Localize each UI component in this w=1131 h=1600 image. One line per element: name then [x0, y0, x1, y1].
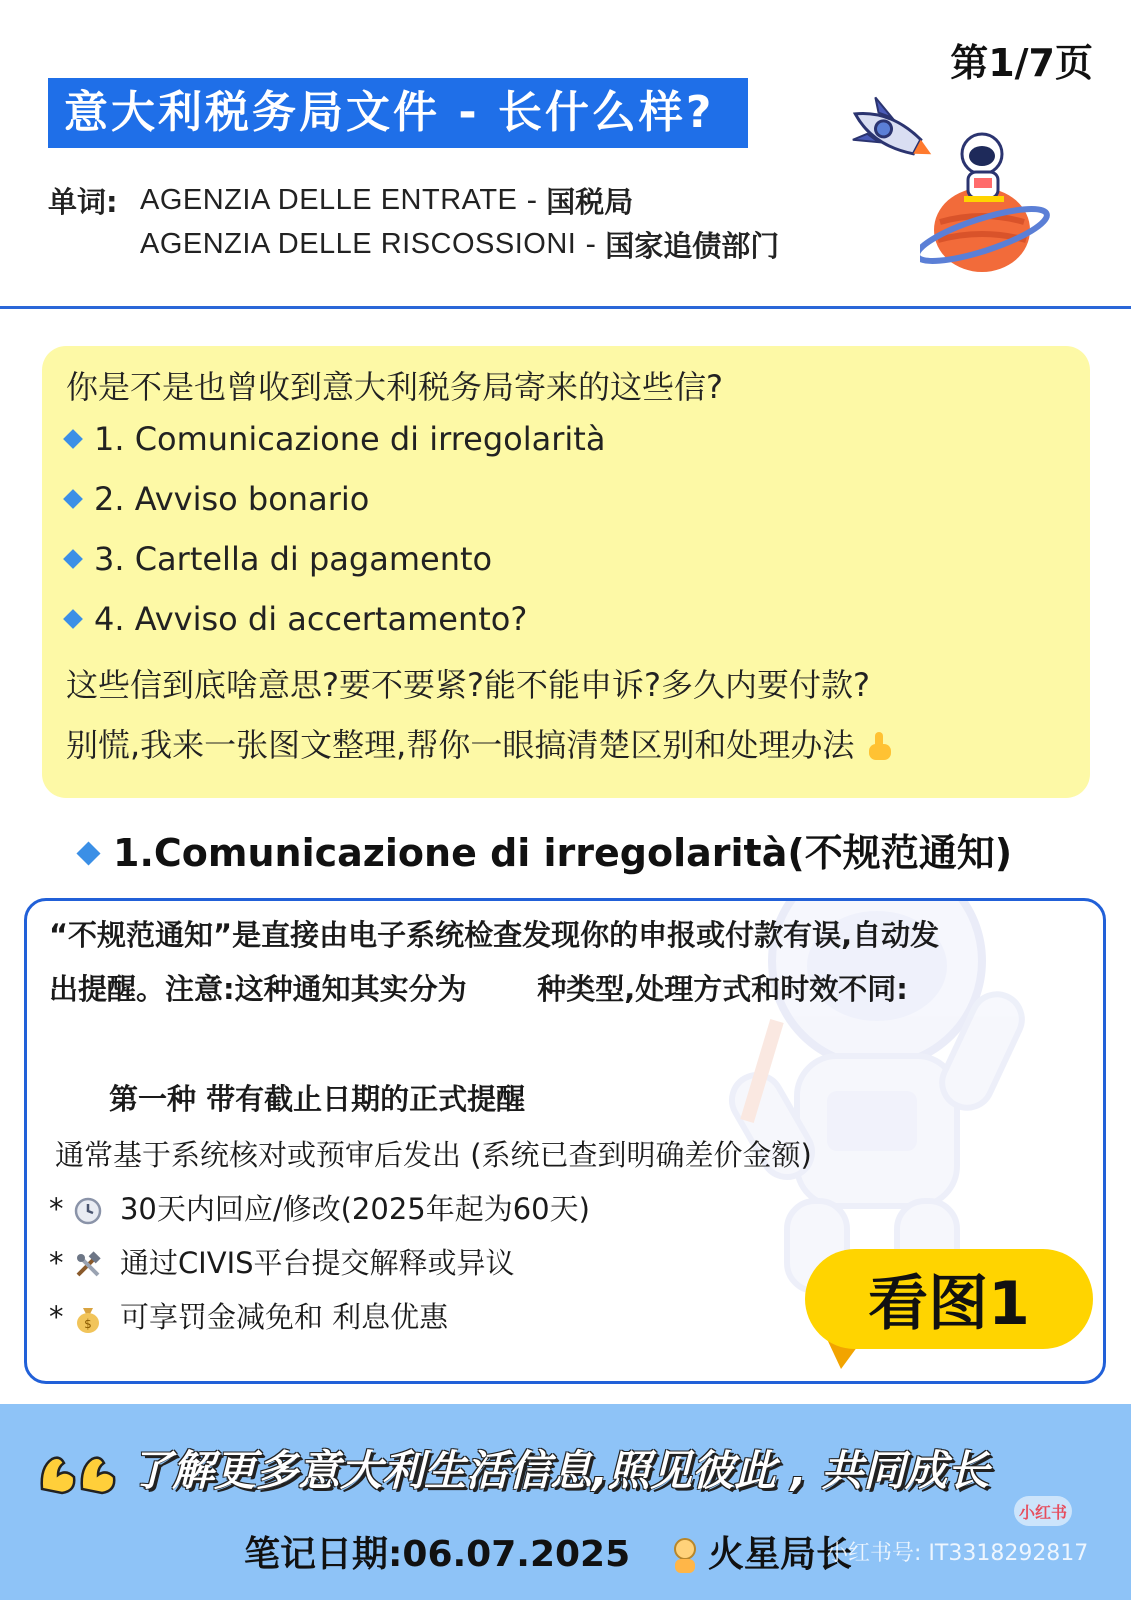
- header-divider: [0, 306, 1131, 309]
- diamond-bullet-icon: [76, 841, 100, 865]
- letter-item: 3. Cartella di pagamento: [66, 540, 492, 578]
- clock-icon: [73, 1196, 103, 1226]
- note-date: 笔记日期:06.07.2025: [244, 1534, 631, 1575]
- letter-item: 1. Comunicazione di irregolarità: [66, 420, 605, 458]
- section-heading: 1.Comunicazione di irregolarità(不规范通知): [80, 822, 1012, 877]
- letter-item: 2. Avviso bonario: [66, 480, 369, 518]
- page-number: 第1/7页: [950, 41, 1093, 85]
- vocab-italian: AGENZIA DELLE RISCOSSIONI: [140, 227, 577, 260]
- intro-follow-up: 这些信到底啥意思?要不要紧?能不能申诉?多久内要付款?: [66, 666, 870, 704]
- notice-box: [24, 898, 1106, 1384]
- vocab-row-riscossioni: [48, 222, 779, 266]
- bullet-item-deadline: * 30天内回应/修改(2025年起为60天): [49, 1192, 590, 1226]
- pointing-down-icon: [865, 730, 895, 764]
- intro-question: 你是不是也曾收到意大利税务局寄来的这些信?: [66, 368, 723, 406]
- flexed-biceps-icon: [36, 1449, 120, 1499]
- brand-badge: 小红书: [1014, 1496, 1072, 1526]
- vocab-row-entrate: [48, 178, 779, 222]
- vocab-italian: AGENZIA DELLE ENTRATE: [140, 183, 518, 216]
- letter-item: 4. Avviso di accertamento?: [66, 600, 527, 638]
- bullet-item-civis: * 通过CIVIS平台提交解释或异议: [49, 1246, 515, 1280]
- vocab-separator: -: [517, 183, 547, 217]
- account-watermark: 小红书号: IT3318292817: [826, 1541, 1089, 1566]
- vocabulary-block: [48, 178, 779, 266]
- intro-box: [42, 346, 1090, 798]
- footer: [0, 1404, 1131, 1600]
- diamond-bullet-icon: [63, 429, 83, 449]
- type-one-description: 通常基于系统核对或预审后发出 (系统已查到明确差价金额): [55, 1138, 812, 1172]
- diamond-bullet-icon: [63, 609, 83, 629]
- type-one-title: 第一种 带有截止日期的正式提醒: [109, 1082, 526, 1116]
- diamond-bullet-icon: [63, 489, 83, 509]
- tools-icon: [73, 1250, 103, 1280]
- bullet-item-discount: * $ 可享罚金减免和 利息优惠: [49, 1300, 449, 1334]
- astronaut-watermark-icon: [627, 898, 1087, 1301]
- astronaut-avatar-icon: [668, 1537, 702, 1575]
- see-image-label: 看图1: [805, 1249, 1093, 1349]
- svg-text:$: $: [83, 1317, 92, 1331]
- vocab-chinese: 国家追债部门: [605, 228, 780, 263]
- notice-description-line2: 出提醒。注意:这种通知其实分为 种类型,处理方式和时效不同:: [49, 972, 908, 1006]
- astronaut-planet-icon: [920, 130, 1060, 280]
- footer-slogan: 了解更多意大利生活信息,照见彼此 , 共同成长: [36, 1438, 989, 1499]
- diamond-bullet-icon: [63, 549, 83, 569]
- notice-description-line1: “不规范通知”是直接由电子系统检查发现你的申报或付款有误,自动发: [49, 918, 940, 952]
- vocab-chinese: 国税局: [546, 184, 634, 219]
- intro-reassure: 别慌,我来一张图文整理,帮你一眼搞清楚区别和处理办法: [66, 720, 895, 766]
- money-bag-icon: [73, 1304, 103, 1334]
- page-title: 意大利税务局文件 - 长什么样?: [48, 78, 748, 148]
- vocab-label: 单词:: [48, 184, 118, 219]
- vocab-separator: -: [576, 227, 606, 261]
- author: 火星局长: [668, 1526, 852, 1577]
